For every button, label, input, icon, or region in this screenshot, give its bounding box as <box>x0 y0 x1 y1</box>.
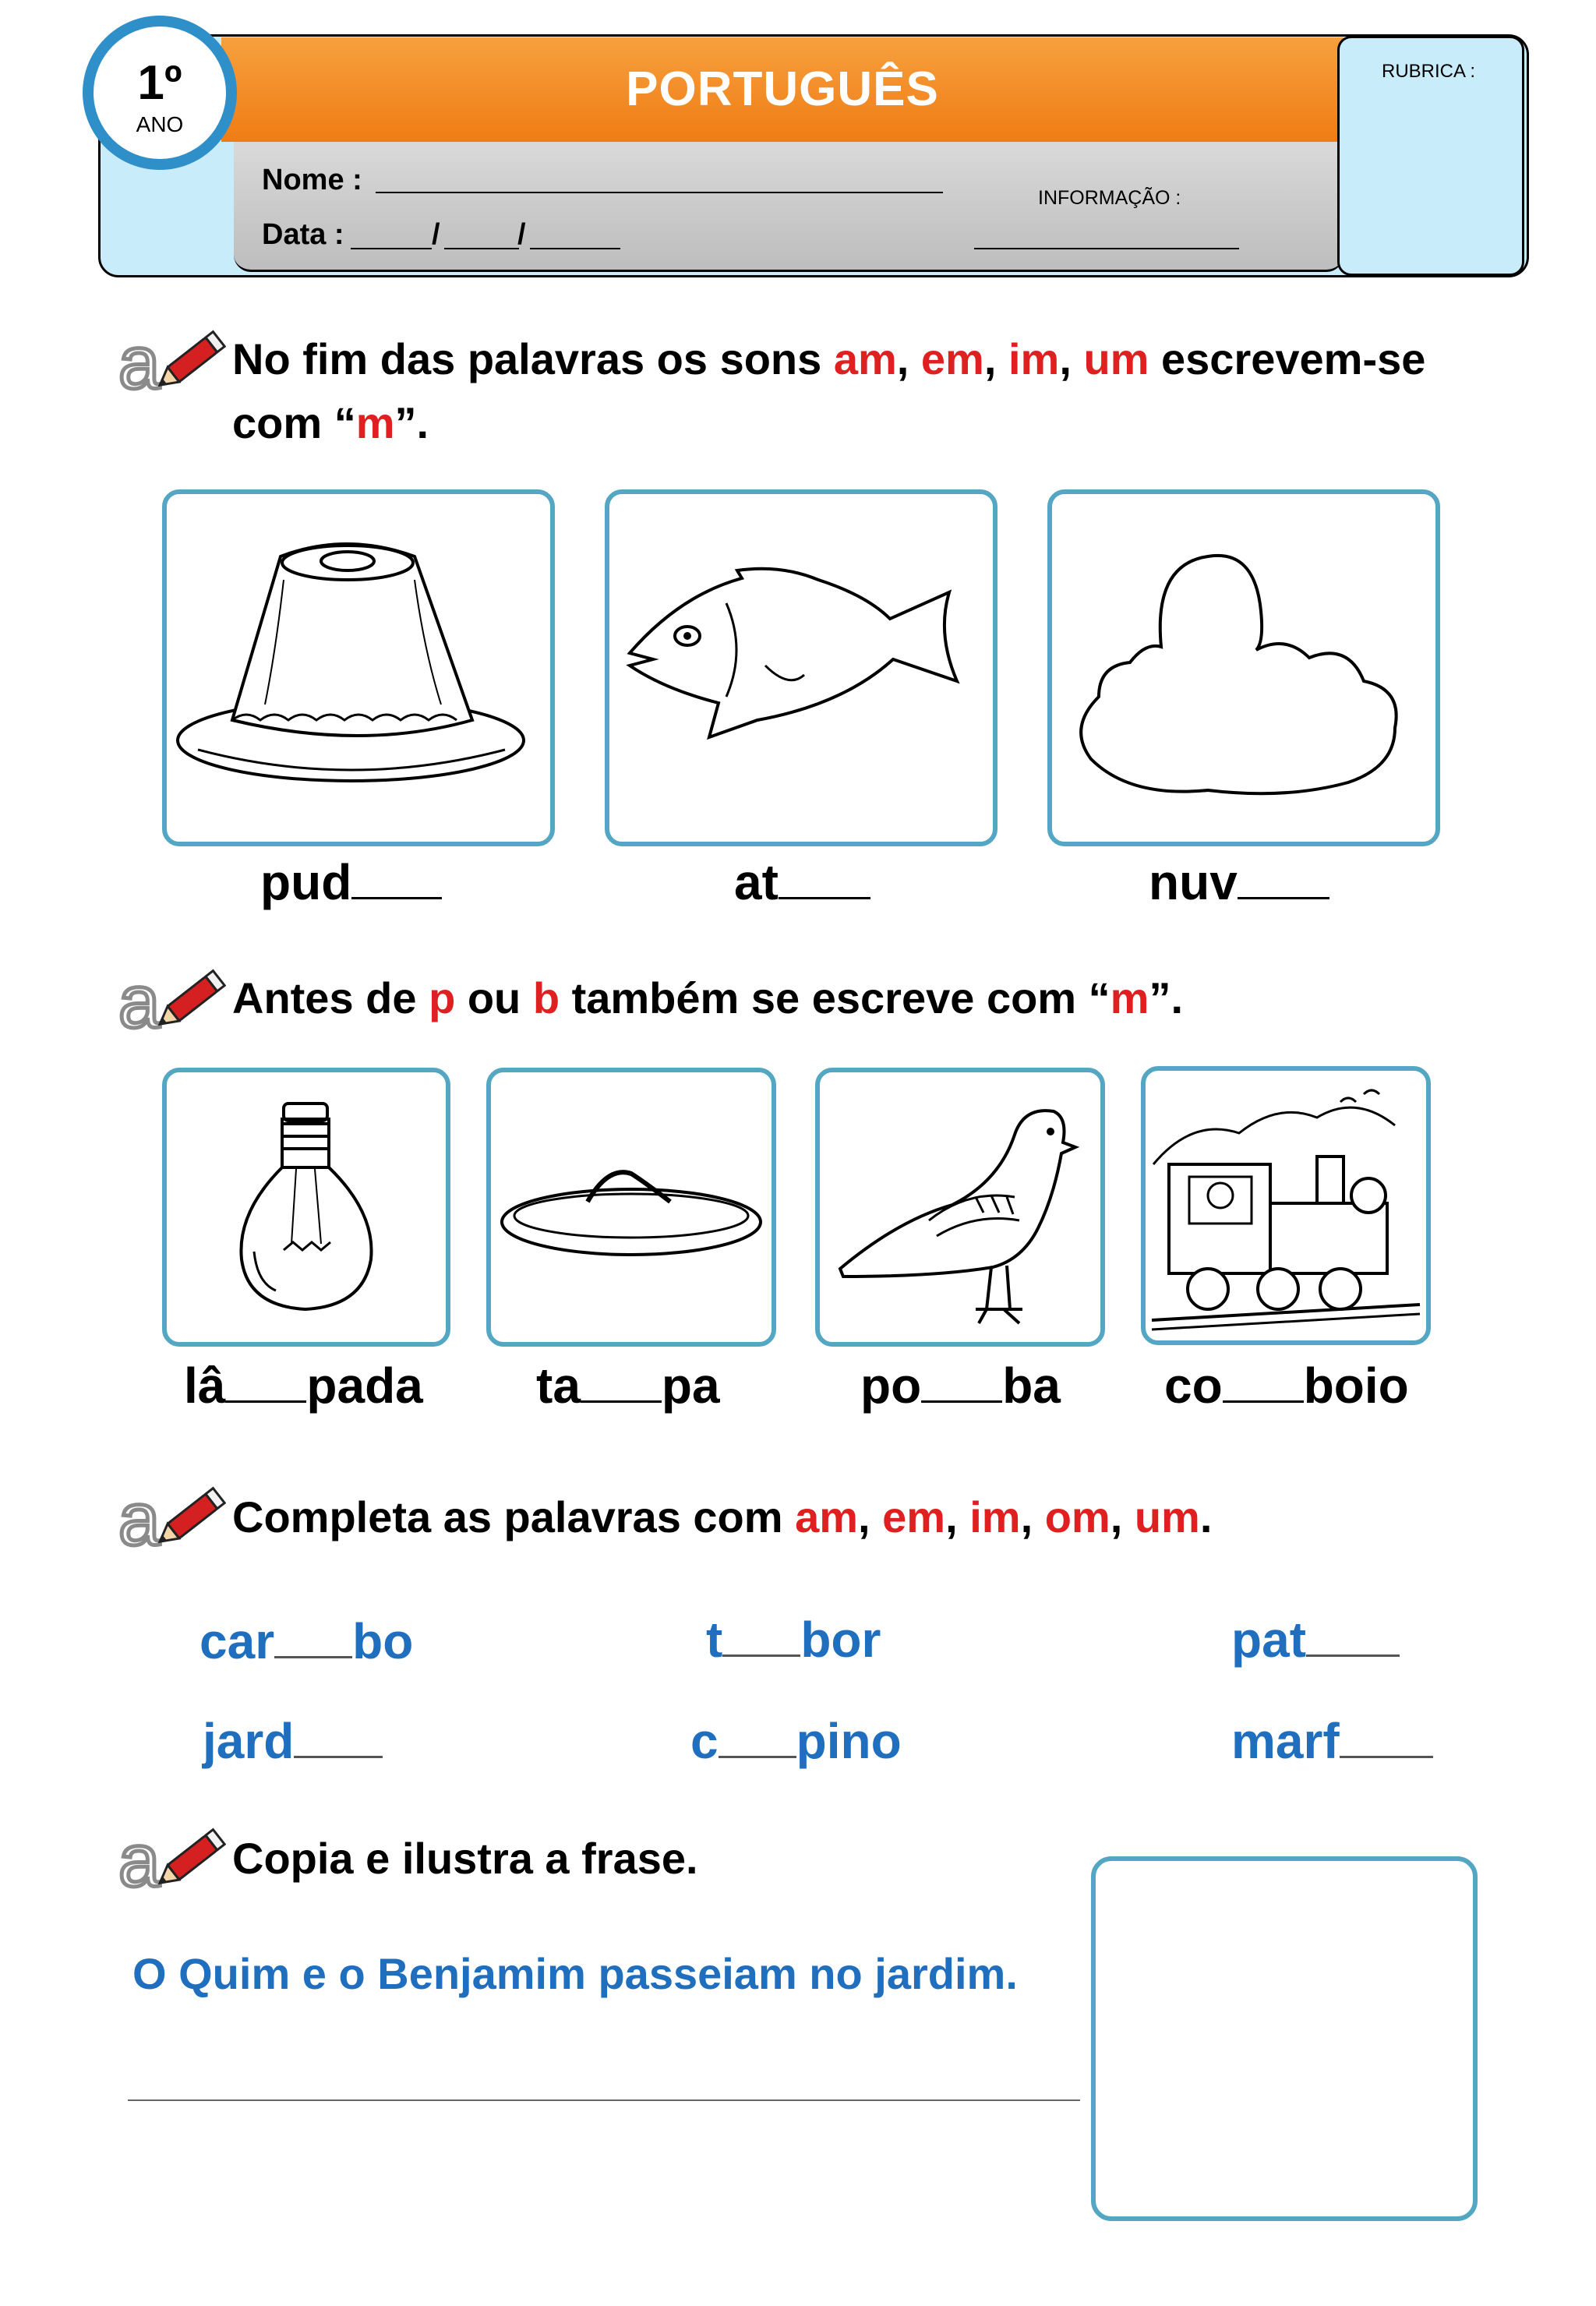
word-blank[interactable] <box>351 889 442 899</box>
info-field[interactable] <box>974 248 1239 249</box>
name-label: Nome : <box>262 164 362 196</box>
word-blank[interactable] <box>779 889 870 899</box>
word-blank[interactable] <box>225 1393 306 1403</box>
pencil-letter-icon <box>117 962 226 1033</box>
lamp-picture <box>162 1068 450 1347</box>
word-blank[interactable] <box>719 1748 796 1758</box>
pencil-letter-icon <box>117 323 226 394</box>
word-pudim: pud <box>260 857 442 907</box>
word-campino: c pino <box>690 1713 902 1769</box>
train-drawing <box>1146 1071 1426 1340</box>
word-comboio: co boio <box>1164 1358 1409 1414</box>
copy-line[interactable] <box>128 2099 1080 2101</box>
train-picture <box>1141 1066 1431 1345</box>
word-blank[interactable] <box>274 1648 352 1658</box>
date-month-field[interactable] <box>444 248 519 249</box>
pencil-letter-icon <box>117 1820 226 1892</box>
word-blank[interactable] <box>1223 1393 1304 1403</box>
word-blank[interactable] <box>581 1393 662 1403</box>
section4-instruction: Copia e ilustra a frase. <box>232 1834 698 1883</box>
date-separator: / <box>517 218 526 251</box>
pigeon-drawing <box>820 1072 1100 1342</box>
word-blank[interactable] <box>1238 889 1329 899</box>
word-jardim: jard <box>203 1716 383 1766</box>
word-patim: pat <box>1231 1615 1400 1665</box>
grade-number: 1º <box>137 56 182 110</box>
word-blank[interactable] <box>294 1748 383 1758</box>
cloud-picture <box>1047 489 1440 846</box>
section3-instruction: Completa as palavras com am, em, im, om, um. <box>232 1492 1213 1541</box>
section1-instruction: No fim das palavras os sons am, em, im, um escrevem-se com “m”. <box>232 334 1426 447</box>
word-tampa: ta pa <box>536 1358 720 1414</box>
rubric-label: RUBRICA : <box>1381 61 1476 82</box>
date-day-field[interactable] <box>351 248 432 249</box>
word-blank[interactable] <box>722 1647 800 1657</box>
word-lampada: lâ pada <box>184 1358 423 1414</box>
section2-instruction: Antes de p ou b também se escreve com “m”. <box>232 973 1184 1022</box>
word-atum: at <box>734 857 870 907</box>
info-label: INFORMAÇÃO : <box>1038 187 1181 209</box>
date-separator: / <box>432 218 440 251</box>
date-label: Data : <box>262 218 344 251</box>
word-nuvem: nuv <box>1149 857 1329 907</box>
model-sentence: O Quim e o Benjamim passeiam no jardim. <box>132 1949 1018 1998</box>
word-pomba: po ba <box>860 1358 1061 1414</box>
grade-label: ANO <box>136 112 184 136</box>
cloud-drawing <box>1052 494 1435 842</box>
word-blank[interactable] <box>1306 1647 1400 1657</box>
fish-picture <box>605 489 998 846</box>
pudding-picture <box>162 489 555 846</box>
word-tambor: t bor <box>706 1612 881 1668</box>
name-field[interactable] <box>376 192 943 193</box>
date-year-field[interactable] <box>530 248 620 249</box>
pudding-drawing <box>167 494 550 842</box>
word-marfim: marf <box>1231 1716 1433 1766</box>
pencil-letter-icon <box>117 1479 226 1551</box>
lid-picture <box>486 1068 776 1347</box>
word-blank[interactable] <box>1340 1748 1433 1758</box>
subject-title: PORTUGUÊS <box>626 62 939 116</box>
lightbulb-drawing <box>167 1072 446 1342</box>
pigeon-picture <box>815 1068 1105 1347</box>
word-blank[interactable] <box>921 1393 1002 1403</box>
drawing-box[interactable] <box>1091 1856 1478 2221</box>
word-carimbo: car bo <box>200 1613 414 1669</box>
fish-drawing <box>609 494 993 842</box>
pan-lid-drawing <box>491 1072 772 1342</box>
